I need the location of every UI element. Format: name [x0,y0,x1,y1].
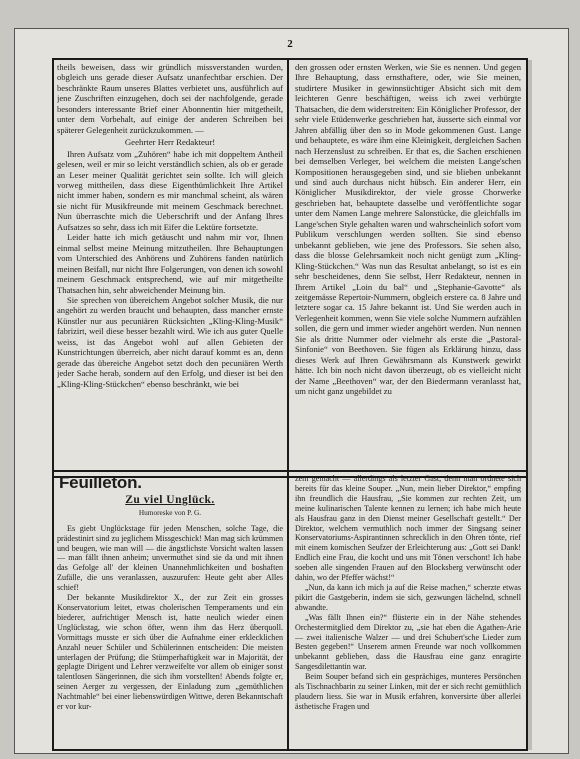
page-number: 2 [287,38,293,50]
feuilleton-section [52,470,528,751]
paragraph: „Nun, da kann ich mich ja auf die Reise machen,“ scherzte etwas pikirt die Gastgeberin, indem sie sich, gezwungen lächelnd, schnell abwandte. [295,582,521,612]
paragraph: Leider hatte ich mich getäuscht und nahm mir vor, Ihnen einmal selbst meine Meinung mitzutheilen. Ihre Behauptungen vom Unterschied des Anhörens und Zuhörens fanden natürlich meinen Beifall, nur nicht Ihre Folgerungen, von denen ich sowohl meinem Geschmack entsprechend, wie auf mir mitgetheilte Thatsachen hin, sehr abweichender Meinung bin. [57,232,283,295]
feuilleton-column-right [295,474,521,712]
feuilleton-column-left [57,474,283,712]
letter-salutation: Geehrter Herr Redakteur! [124,137,216,148]
paragraph: theils beweisen, dass wir gründlich missverstanden wurden, obgleich uns gerade dieser Aufsatz unanfechtbar erschien. Der beschränkte Raum unseres Blattes verbietet uns, ausführlich auf jene Zuschriften einzugehen, doch sei der nachfolgende, gerade besonders interessante Brief einer Abonnentin hier mitgetheilt, unter dem Vorbehalt, auf einige der anderen Schreiben bei späterer Gelegenheit zurückzukommen. — [57,62,283,135]
paragraph: „Was fällt Ihnen ein?“ flüsterte ein in der Nähe stehendes Orchestermitglied dem Direktor zu, „sie hat eben die Agathen-Arie — zwei italienische Walzer — und drei Schubert'sche Lieder zum Besten gegeben!“ Unserem armen Freunde war noch vollkommen unbekannt geblieben, dass die Hausfrau eine ganz enragirte Sangesdilettantin war. [295,612,521,672]
feuilleton-heading: Feuilleton. [59,474,142,492]
story-title: Zu viel Unglück. [125,493,215,506]
story-byline: Humoreske von P. G. [138,507,202,517]
paragraph: Der bekannte Musikdirektor X., der zur Zeit ein grosses Konservatorium leitet, etwas cholerischen Temperaments und ein biederer, aufrichtiger Mensch ist, hatte neulich wieder einen Unglückstag, wie schon öfter, wenn ihm das Herz überquoll. Vormittags musste er sich über die Aufnahme einer erklecklichen Anzahl neuer Schüler und Schülerinnen entscheiden: Die meisten unterlagen der Prüfung; die Stümperhaftigkeit war in Majorität, der geplagte Dirigent und Lehrer verzweifelte vor allem ob einiger sonst talentlosen Sängerinnen, die sich ihm vorstellten! Abends folgte er, seinen Aerger zu vergessen, der Einladung zum „gemüthlichen Nachtmahle“ bei einer liebenswürdigen Wittwe, deren Bekanntschaft er vor kur- [57,593,283,712]
paragraph: den grossen oder ernsten Werken, wie Sie es nennen. Und gegen Ihre Behauptung, dass ernsthaftere, oder, wie Sie meinen, studirtere Musiker in gewinnsüchtiger Absicht sich mit dem leichteren Genre beschäftigen, weiss ich zwei verbürgte Thatsachen, die dem widerstreiten: Ein Königlicher Professor, der sehr viele Etüdenwerke geschrieben hat, äusserte sich einmal vor Jahren abfällig über den so in Mode gekommenen Gust. Lange und behauptete, es wäre ihm eine Kleinigkeit, dergleichen Sachen nach Herzenslust zu schreiben. Er that es, die Sachen erschienen bei demselben Verleger, bei welchem die meisten Lange'schen Kompositionen herausgegeben sind, und sie blieben unbekannt und sind auch durchaus nicht hübsch. Ein anderer Herr, ein Königlicher Musikdirektor, der viele grosse Chorwerke geschrieben hat, behauptete dasselbe und veröffentlichte sogar unter dem Namen Lange mehrere Salonstücke, die gleichfalls im Lange'schen Style gehalten waren und wahrscheinlich sofort vom Publikum verschlungen werden sollten. Sie sind ebenso unbekannt geblieben, wie jene des Professors. Sie sehen also, dass die blosse Gelehrsamkeit noch nicht genügt zum „Kling-Kling-Stückchen.“ Was nun das Resultat anbelangt, so ist es ein sehr bescheidenes, denn Sie selbst, Herr Redakteur, nennen in Ihrem Artikel „Loin du bal“ und „Stephanie-Gavotte“ als zeitgemässe Repertoir-Nummern, obgleich erstere ca. 8 Jahre und letztere sogar ca. 15 Jahre bekannt ist. Und Sie werden auch in Verlegenheit kommen, wenn Sie viele solche Nummern aufzählen sollen, die gern und immer wieder angehört werden. Nun nennen Sie als dritte Nummer oder vielmehr als erste die „Pastoral-Sinfonie“ von Beethoven. Sie fügen als Erklärung hinzu, dass dieses Werk auf Ihren Gewährsmann als Kunstwerk gewirkt hätte. Ich bin noch nicht davon überzeugt, ob es vielleicht nicht der Name „Beethoven“ war, der den Biedermann veranlasst hat, um nicht ganz ungebildet zu [295,62,521,397]
letter-article [52,58,528,478]
paragraph: zem gemacht — allerdings als letzter Gast, denn man ordnete sich bereits für das kleine Souper. „Nun, mein lieber Direktor,“ empfing ihn freundlich die Hausfrau, „Sie kommen zur rechten Zeit, um meine kulinarischen Talente kennen zu lernen; ich habe mich heute als Hausfrau ganz in den Dienst meiner Gesellschaft gestellt.“ Der Direktor, welchem vermuthlich noch immer der Singsang seiner Konservatoriums-Aspirantinnen schrecklich in den Ohren tönte, rief mit einem komischen Seufzer der Erleichterung aus: „Gott sei Dank! Endlich eine Frau, die kocht und uns mit Tönen verschont! Ich habe soeben alle singenden Frauen auf den Blocksberg verwünscht oder dahin, wo der Pfeffer wächst!“ [295,474,521,583]
paragraph: Es giebt Unglückstage für jeden Menschen, solche Tage, die prädestinirt sind zu jeglichem Missgeschick! Man mag sich krümmen und beugen, wie man will — die ängstlichste Vorsicht walten lassen — man fällt ihnen anheim; unvermuthet sind sie da und mit ihnen das Gefolge all' der kleinen Unannehmlichkeiten und boshaften Zufälle, die uns veranlassen, auszurufen: Heute geht aber Alles schief! [57,523,283,593]
column-divider [287,472,289,749]
paragraph: Sie sprechen von übereichem Angebot solcher Musik, die nur angehört zu werden braucht und behaupten, dass mancher ernste Künstler nur aus pecuniären Rücksichten „Kling-Kling-Musik“ fabrizirt, weil diese besser bezahlt wird. Wie ich aus guter Quelle weiss, ist das Angebot wohl auf allen Gebieten der Kunstrichtungen überreich, aber nicht darauf kommt es an, denn gerade das übereiche Angebot setzt doch den pecuniären Werth jeder Sache herab, sondern auf den Erfolg, und dieser ist bei den „Kling-Kling-Stückchen“ ebenso beschränkt, wie bei [57,294,283,389]
paragraph: Beim Souper befand sich ein gesprächiges, munteres Persönchen als Tischnachbarin zu seiner Linken, mit der er sich recht gemüthlich plaudern liess. Sie war in Musik erfahren, konversirte über allerlei ästhetische Fragen und [295,672,521,711]
article-column-left [57,62,283,389]
article-column-right [295,62,521,397]
column-divider [287,60,289,476]
paragraph: Ihren Aufsatz vom „Zuhören“ habe ich mit doppeltem Antheil gelesen, weil er mir so leicht verständlich schien, als ob er gerade an Leser meiner Qualität gerichtet sein sollte. Ich will gleich vorweg mittheilen, dass diese Eigenthümlichkeit Ihre Artikel nicht immer haben, sondern es mir manchmal scheint, als wären sie nicht für Musikfreunde mit meinem Geschmack berechnet. Nun überraschte mich die Ueberschrift und der Anfang Ihres Aufsatzes so sehr, dass ich mit Eifer die Lektüre fortsetzte. [57,148,283,232]
